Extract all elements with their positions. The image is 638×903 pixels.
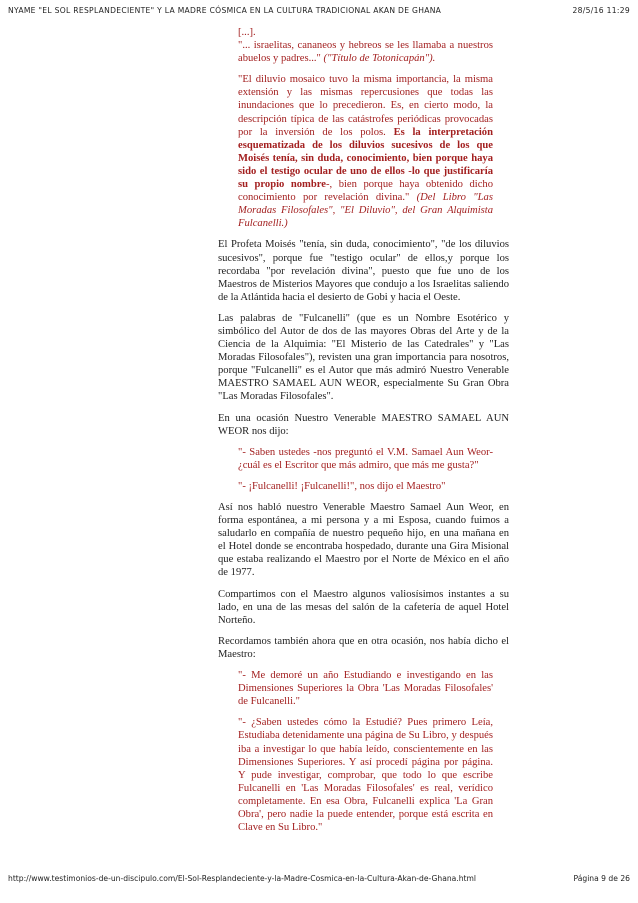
- document-title: NYAME "EL SOL RESPLANDECIENTE" Y LA MADRE CÓSMICA EN LA CULTURA TRADICIONAL AKAN DE GHANA: [8, 6, 442, 15]
- quote-part-c: -, bien porque haya obtenido dicho conocimiento por revelación divina.": [238, 179, 494, 204]
- paragraph: En una ocasión Nuestro Venerable MAESTRO SAMAEL AUN WEOR nos dijo:: [218, 412, 509, 437]
- quote-maestro-admira: [238, 446, 493, 493]
- quote-maestro-estudio: [238, 669, 493, 834]
- quote-citation: ("Título de Totonicapán").: [323, 53, 436, 65]
- paragraph: El Profeta Moisés "tenía, sin duda, conocimiento", "de los diluvios sucesivos", porque fue "testigo ocular" de ellos,y porque los recordaba "por revelación divina", puesto que fue uno de los Maestros de Misterios Mayores que condujo a los Israelitas saliendo de la Atlántida hacia el desierto de Gobi y hacia el Oeste.: [218, 239, 509, 303]
- quote-text: "- ¿Saben ustedes cómo la Estudié? Pues primero Leía, Estudiaba detenidamente una página de Su Libro, y después iba a investigar lo que había leído, conscientemente en las Dimensiones Superiores. Y así procedí página por página. Y pude investigar, comprobar, que todo lo que escribe Fulcanelli en 'Las Moradas Filosofales' es real, verídico completamente. En esa Obra, Fulcanelli explica 'La Gran Obra', pero nadie la puede entender, porque está escrita en Clave en Su Libro.": [238, 717, 493, 834]
- source-url: http://www.testimonios-de-un-discipulo.com/El-Sol-Resplandeciente-y-la-Madre-Cosmica-en-la-Cultura-Akan-de-Ghana.html: [8, 874, 477, 883]
- page-footer: [8, 874, 630, 888]
- paragraph: Así nos habló nuestro Venerable Maestro Samael Aun Weor, en forma espontánea, a mi persona y a mi Esposa, cuando fuimos a saludarlo en compañía de nuestro pequeño hijo, en una mañana en el Hotel donde se encontraba hospedado, durante una Gira Misional que estaba realizando el Maestro por el Norte de México en el año de 1977.: [218, 502, 509, 579]
- quote-citation: (Del Libro "Las Moradas Filosofales", "El Diluvio", del Gran Alquimista Fulcanelli.): [238, 192, 493, 230]
- quote-text: [238, 39, 493, 65]
- paragraph: Compartimos con el Maestro algunos valiosísimos instantes a su lado, en una de las mesas del salón de la cafetería de aquel Hotel Norteño.: [218, 588, 509, 626]
- page-header: [8, 6, 630, 20]
- quote-fulcanelli-diluvio: [238, 73, 493, 230]
- page-number: Página 9 de 26: [573, 874, 630, 883]
- quote-text: "- Saben ustedes -nos preguntó el V.M. Samael Aun Weor- ¿cuál es el Escritor que más admiro, que más me gusta?": [238, 446, 493, 471]
- quote-text: "- ¡Fulcanelli! ¡Fulcanelli!", nos dijo el Maestro": [238, 480, 446, 492]
- article-body: [218, 26, 509, 834]
- quote-part-a: "El diluvio mosaico tuvo la misma importancia, la misma extensión y las mismas repercusiones que todas las inundaciones que lo precedieron. Es, en cierto modo, la descripción típica de las catástrofes periódicas provocadas por la inversión de los polos.: [238, 74, 493, 138]
- print-datetime: 28/5/16 11:29: [572, 6, 630, 15]
- quote-totonicapan: [238, 26, 493, 65]
- quote-text: [238, 73, 493, 230]
- quote-part-bold: Es la interpretación esquematizada de los diluvios sucesivos de los que Moisés tenía, sin duda, conocimiento, bien porque haya sido el testigo ocular de uno de ellos -lo que justificaría su propio nombre: [238, 126, 493, 191]
- quote-text: "- Me demoré un año Estudiando e investigando en las Dimensiones Superiores la Obra 'Las Moradas Filosofales' de Fulcanelli.": [238, 670, 493, 708]
- paragraph: Recordamos también ahora que en otra ocasión, nos había dicho el Maestro:: [218, 635, 509, 660]
- paragraph: Las palabras de "Fulcanelli" (que es un Nombre Esotérico y simbólico del Autor de dos de las mayores Obras del Arte y de la Ciencia de la Alquimia: "El Misterio de las Catedrales" y "Las Moradas Filosofales"), revisten una gran importancia para nosotros, porque "Fulcanelli" es el Autor que más admiró Nuestro Venerable MAESTRO SAMAEL AUN WEOR, especialmente Su Gran Obra "Las Moradas Filosofales".: [218, 312, 509, 403]
- quote-line: "... israelitas, cananeos y hebreos se les llamaba a nuestros abuelos y padres...": [238, 40, 493, 65]
- quote-ellipsis: [...].: [238, 27, 256, 38]
